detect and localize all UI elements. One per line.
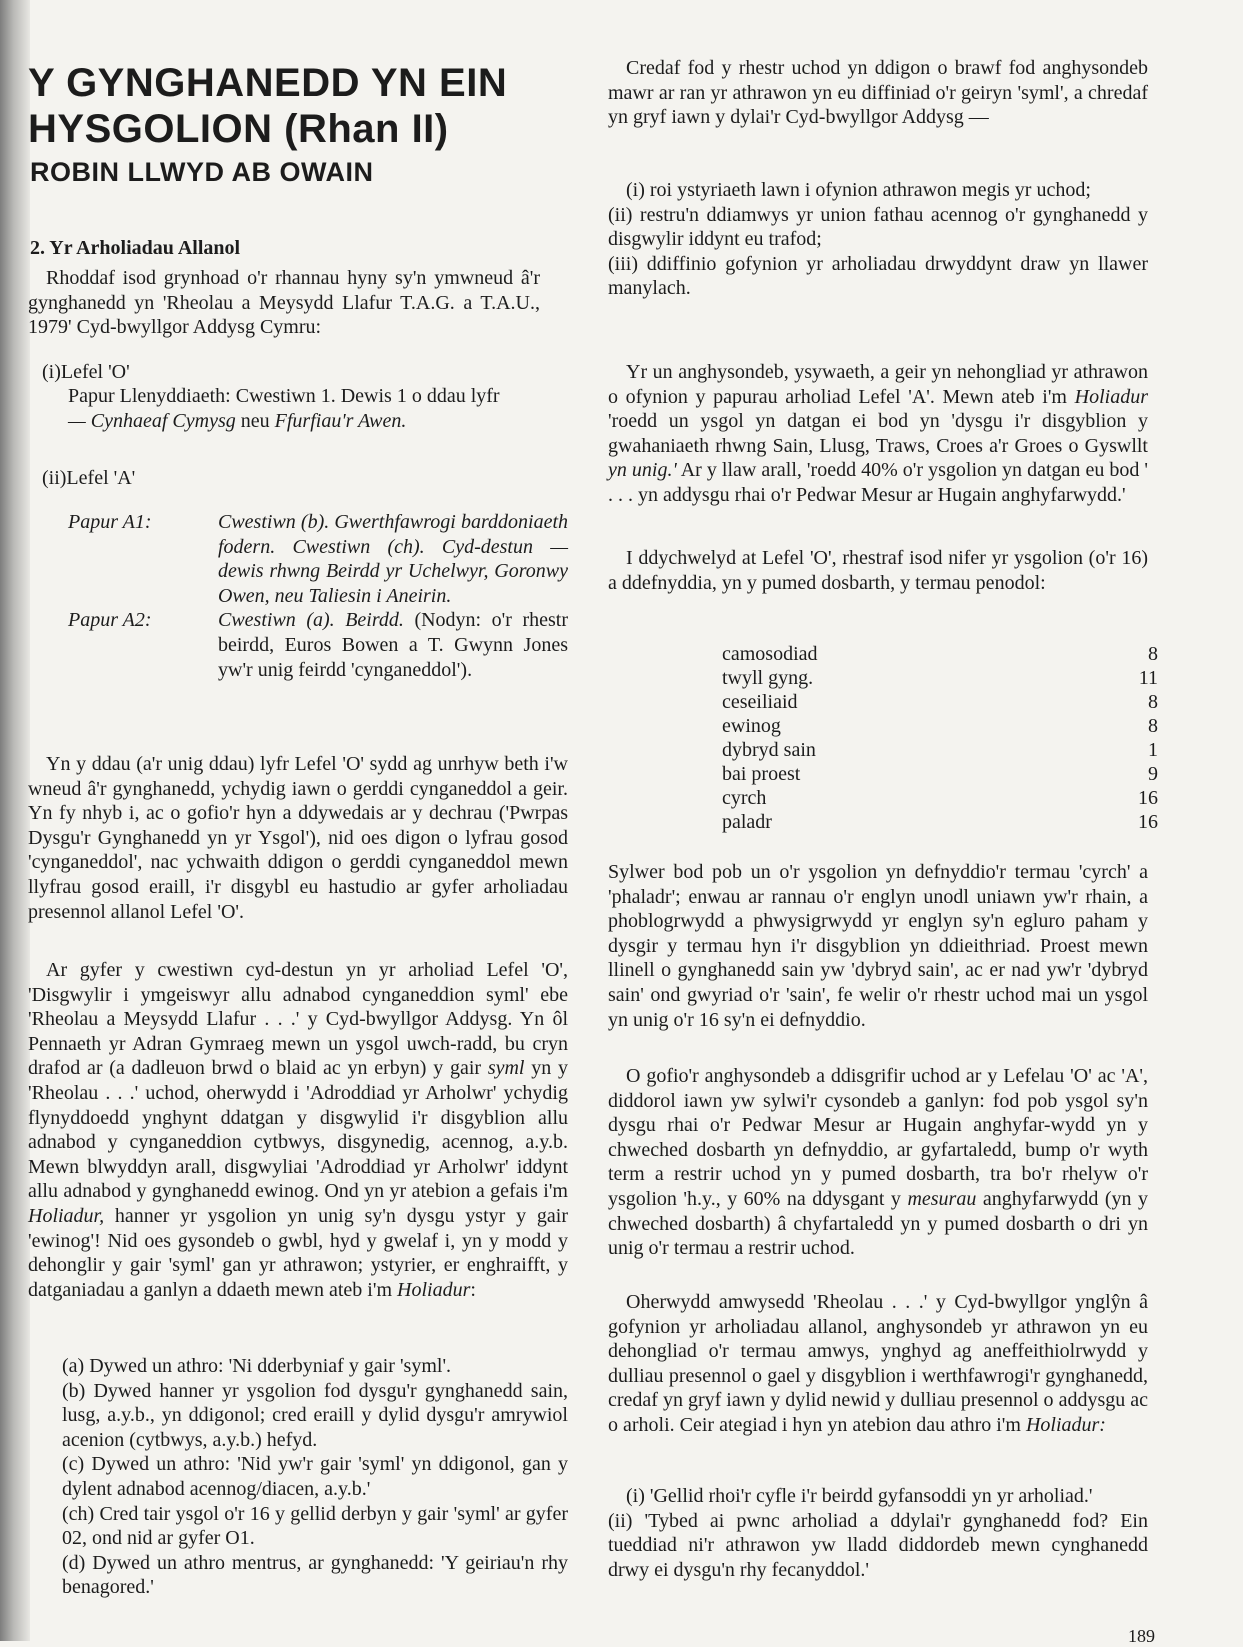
term-name: ceseiliaid xyxy=(722,691,798,713)
response-item: (ch) Cred tair ysgol o'r 16 y gellid derbyn y gair 'syml' ar gyfer 02, ond nid ar gyfer O1. xyxy=(62,1502,568,1550)
book-title-a: — Cynhaeaf Cymysg xyxy=(68,410,236,432)
right-paragraph-4: Sylwer bod pob un o'r ysgolion yn defnyddio'r termau 'cyrch' a 'phaladr'; enwau ar rannau o'r englyn unodl uniawn yw'r rhain, a phoblogrwydd a phwysigrwydd yr englyn sy'n egluro paham y dysgir y termau hyn i'r disgyblion yn ddieithriad. Proest mewn llinell o gynghanedd sain yw 'dybryd sain', ac er nad yw'r 'dybryd sain' ond gwyriad o'r 'sain', fe welir o'r rhestr uchod mai un ysgol yn unig o'r 16 sy'n ei defnyddio. xyxy=(608,861,1148,1031)
right-paragraph-3: I ddychwelyd at Lefel 'O', rhestraf isod nifer yr ysgolion (o'r 16) a ddefnyddia, yn y pumed dosbarth, y termau penodol: xyxy=(608,547,1148,594)
rp2-part-c: Ar y llaw arall, 'roedd 40% o'r ysgolion yn datgan eu bod ' . . . yn addysgu rhai o'r Pedwar Mesur ar Hugain anghyfarwydd.' xyxy=(608,459,1149,506)
level-a-label: (ii)Lefel 'A' xyxy=(42,467,136,489)
papers-list xyxy=(28,510,568,682)
term-name: camosodiad xyxy=(722,643,818,665)
paper-a2-note: (Nodyn: o'r rhestr beirdd, Euros Bowen a T. Gwynn Jones yw'r unig feirdd 'cynganeddol'). xyxy=(218,609,568,681)
rp5-part-b: anghyfarwydd (yn y chweched dosbarth) â chyfartaledd yn y pumed dosbarth o dri yn unig o'r termau a restrir uchod. xyxy=(608,1187,1148,1260)
p2-part-b: yn y 'Rheolau . . .' uchod, oherwydd i 'Adroddiad yr Arholwr' ychydig flynyddoedd ynghynt ddatgan y disgwylid i'r disgyblion allu adnabod y cynganeddion cytbwys, disgynedig, acennog, a.y.b. Mewn blwyddyn arall, disgwyliai 'Adroddiad yr Arholwr' iddynt allu adnabod y gynghanedd ewinog. Ond yn yr atebion a gefais i'm xyxy=(28,1057,568,1203)
term-count: 8 xyxy=(1148,691,1158,713)
paper-a2-label: Papur A2: xyxy=(68,609,152,632)
p2-syml: syml xyxy=(487,1057,525,1080)
term-name: ewinog xyxy=(722,715,781,737)
term-count: 8 xyxy=(1148,715,1158,737)
response-item: (b) Dywed hanner yr ysgolion fod dysgu'r gynghanedd sain, lusg, a.y.b., yn ddigonol; cred eraill y dylid dysgu'r amrywiol acenion (cytbwys, a.y.b.) hefyd. xyxy=(62,1379,568,1451)
response-item: (c) Dywed un athro: 'Nid yw'r gair 'syml' yn ddigonol, gan y dylent adnabod acennog/diacen, a.y.b.' xyxy=(62,1453,568,1500)
term-row xyxy=(722,786,1158,810)
level-o-label: (i)Lefel 'O' xyxy=(42,361,130,383)
level-o-text-line1: Papur Llenyddiaeth: Cwestiwn 1. Dewis 1 o ddau lyfr xyxy=(68,385,500,407)
term-name: bai proest xyxy=(722,763,801,785)
p2-holiadur-2: Holiadur xyxy=(397,1278,471,1301)
terms-table xyxy=(722,642,1158,834)
recommendation-item: (i) roi ystyriaeth lawn i ofynion athrawon megis yr uchod; xyxy=(626,179,1091,201)
recommendations-list xyxy=(608,178,1148,301)
term-row xyxy=(722,810,1158,834)
paper-a1-row xyxy=(28,510,568,608)
right-paragraph-2 xyxy=(608,360,1148,508)
term-count: 9 xyxy=(1148,763,1158,785)
rp2-yn-unig: yn unig.' xyxy=(608,459,677,482)
term-row xyxy=(722,690,1158,714)
recommendation-item: (ii) restru'n ddiamwys yr union fathau acennog o'r gynghanedd y disgwylir iddynt eu trafod; xyxy=(608,203,1148,251)
rp5-mesurau: mesurau xyxy=(907,1187,977,1210)
quote-item: (i) 'Gellid rhoi'r cyfle i'r beirdd gyfansoddi yn yr arholiad.' xyxy=(626,1485,1093,1507)
conjunction: neu xyxy=(235,410,275,432)
term-row xyxy=(722,666,1158,690)
p2-part-d: : xyxy=(470,1278,476,1301)
rp2-holiadur: Holiadur xyxy=(1074,385,1148,408)
paper-a2-text xyxy=(218,608,568,682)
rp5-part-a: O gofio'r anghysondeb a ddisgrifir uchod ar y Lefelau 'O' ac 'A', diddorol iawn yw sylwi'r cysondeb a ganlyn: fod pob ysgol sy'n dysgu rhai o'r Pedwar Mesur ar Hugain anghyfar-wydd yn y chweched dosbarth yn defnyddio, ar gyfartaledd, bump o'r wyth term a restrir uchod yn y pumed dosbarth, tra bo'r rhelyw o'r ysgolion 'h.y., y 60% na ddysgant y xyxy=(608,1065,1148,1210)
article-title: Y GYNGHANEDD YN EIN HYSGOLION (Rhan II) xyxy=(28,61,508,151)
p2-holiadur-1: Holiadur, xyxy=(28,1204,105,1227)
paper-a2-question: Cwestiwn (a). Beirdd. xyxy=(218,609,415,632)
term-count: 16 xyxy=(1138,811,1158,833)
term-row xyxy=(722,714,1158,738)
rp2-part-b: 'roedd un ysgol yn datgan ei bod yn 'dysgu i'r disgyblion y gwahaniaeth rhwng Sain, Llusg, Traws, Croes a'r Groes o Gyswllt xyxy=(608,410,1148,457)
teacher-quotes xyxy=(608,1484,1148,1582)
paper-a1-label: Papur A1: xyxy=(68,511,152,533)
term-count: 16 xyxy=(1138,787,1158,809)
term-row xyxy=(722,642,1158,666)
response-item: (d) Dywed un athro mentrus, ar gynghanedd: 'Y geiriau'n rhy benagored.' xyxy=(62,1551,568,1599)
term-name: cyrch xyxy=(722,787,767,809)
quote-item: (ii) 'Tybed ai pwnc arholiad a ddylai'r gynghanedd fod? Ein tueddiad ni'r athrawon yw lladd diddordeb mewn cynghanedd drwy ei dysgu'n rhy fecanyddol.' xyxy=(608,1509,1148,1581)
section-heading: 2. Yr Arholiadau Allanol xyxy=(30,237,241,259)
p2-part-c: hanner yr ysgolion yn unig sy'n dysgu ystyr y gair 'ewinog'! Nid oes gysondeb o gwbl, hyd y gwelaf i, yn y modd y dehonglir y gair 'syml' gan yr athrawon; ystyrier, er enghraifft, y datganiadau a ganlyn a ddaeth mewn ateb i'm xyxy=(28,1204,568,1301)
book-spine-shadow xyxy=(0,0,30,1641)
term-name: paladr xyxy=(722,811,772,833)
right-paragraph-1: Credaf fod y rhestr uchod yn ddigon o brawf fod anghysondeb mawr ar ran yr athrawon yn eu diffiniad o'r geiryn 'syml', a chredaf yn gryf iawn y dylai'r Cyd-bwyllgor Addysg — xyxy=(608,57,1148,129)
p2-part-a: Ar gyfer y cwestiwn cyd-destun yn yr arholiad Lefel 'O', 'Disgwylir i ymgeiswyr allu adnabod cynganeddion syml' ebe 'Rheolau a Meysydd Llafur . . .' y Cyd-bwyllgor Addysg. Yn ôl Pennaeth yr Adran Gymraeg mewn un ysgol uwch-radd, bu cryn drafod ar (a dadleuon brwd o blaid ac yn erbyn) y gair xyxy=(28,959,568,1080)
rp2-part-a: Yr un anghysondeb, ysywaeth, a geir yn nehongliad yr athrawon o ofynion y papurau arholiad Lefel 'A'. Mewn ateb i'm xyxy=(608,361,1148,408)
level-o-text-line2 xyxy=(68,409,568,434)
page-number: 189 xyxy=(1128,1626,1155,1646)
response-item: (a) Dywed un athro: 'Ni dderbyniaf y gair 'syml'. xyxy=(62,1355,452,1377)
right-paragraph-5 xyxy=(608,1064,1148,1261)
right-paragraph-6 xyxy=(608,1290,1148,1438)
paper-a2-row xyxy=(28,608,568,682)
article-author: ROBIN LLWYD AB OWAIN xyxy=(30,157,374,187)
term-count: 1 xyxy=(1148,739,1158,761)
term-row xyxy=(722,762,1158,786)
responses-list xyxy=(62,1354,568,1600)
left-paragraph-2 xyxy=(28,958,568,1302)
recommendation-item: (iii) ddiffinio gofynion yr arholiadau drwyddynt draw yn llawer manylach. xyxy=(608,252,1148,300)
term-name: dybryd sain xyxy=(722,739,816,761)
term-row xyxy=(722,738,1158,762)
left-paragraph-1: Yn y ddau (a'r unig ddau) lyfr Lefel 'O' sydd ag unrhyw beth i'w wneud â'r gynghanedd, ychydig iawn o gerddi cynganeddol a geir. Yn fy nhyb i, ac o gofio'r hyn a ddywedais ar y dechrau ('Pwrpas Dysgu'r Gynghanedd yn yr Ysgol'), nid oes digon o lyfrau gosod 'cynganeddol', nac ychwaith ddigon o gerddi cynganeddol mewn llyfrau gosod eraill, i'r disgybl eu hastudio ar gyfer arholiadau presennol allanol Lefel 'O'. xyxy=(28,753,568,923)
rp6-part-a: Oherwydd amwysedd 'Rheolau . . .' y Cyd-bwyllgor ynglŷn â gofynion yr arholiadau allanol, anghysondeb yr athrawon yn eu dehongliad o'r termau amwys, ynghyd ag aneffeithiolrwydd y dulliau presennol o gael y disgyblion i werthfawrogi'r gynghanedd, credaf yn gryf iawn y dylid newid y dulliau presennol o addysgu ac o arholi. Ceir ategiad i hyn yn atebion dau athro i'm xyxy=(608,1291,1148,1436)
intro-paragraph: Rhoddaf isod grynhoad o'r rhannau hyny sy'n ymwneud â'r gynghanedd yn 'Rheolau a Meysydd Llafur T.A.G. a T.A.U., 1979' Cyd-bwyllgor Addysg Cymru: xyxy=(28,267,540,339)
paper-a1-text: Cwestiwn (b). Gwerthfawrogi barddoniaeth fodern. Cwestiwn (ch). Cyd-destun — dewis rhwng Beirdd yr Uchelwyr, Goronwy Owen, neu Taliesin i Aneirin. xyxy=(218,511,568,607)
term-count: 8 xyxy=(1148,643,1158,665)
rp6-holiadur: Holiadur: xyxy=(1025,1413,1106,1436)
book-title-b: Ffurfiau'r Awen. xyxy=(274,410,407,432)
term-count: 11 xyxy=(1138,667,1158,689)
term-name: twyll gyng. xyxy=(722,667,814,689)
